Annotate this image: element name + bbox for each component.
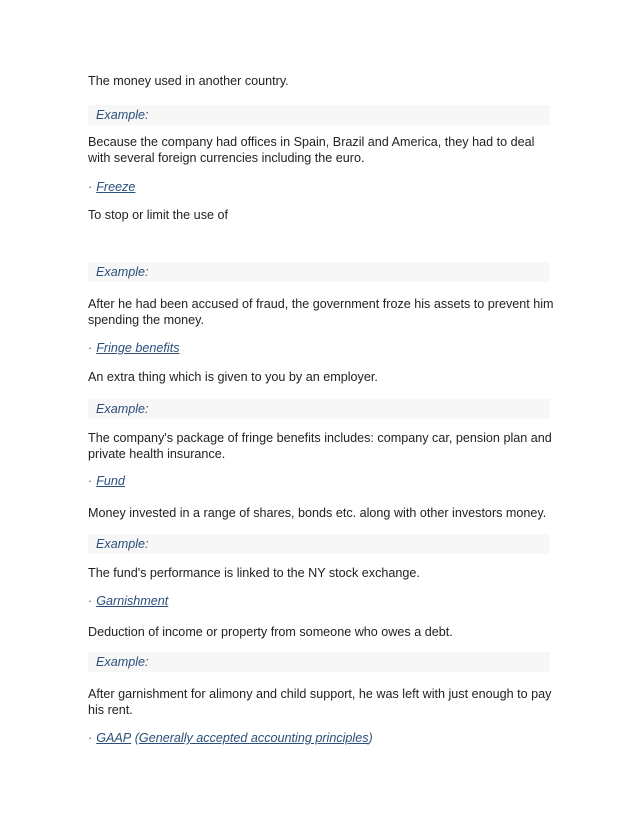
example-label: Example: bbox=[96, 265, 149, 279]
example-label: Example: bbox=[96, 108, 149, 122]
bullet: · bbox=[88, 474, 93, 488]
open-paren: ( bbox=[134, 731, 139, 745]
term-link-gaap-expansion[interactable]: Generally accepted accounting principles bbox=[138, 731, 369, 745]
term-link-freeze[interactable]: Freeze bbox=[96, 180, 136, 194]
example-label: Example: bbox=[96, 402, 149, 416]
example-label: Example: bbox=[96, 537, 149, 551]
definition-text: Deduction of income or property from someone who owes a debt. bbox=[88, 625, 453, 639]
example-text: The company's package of fringe benefits includes: company car, pension plan and private health insurance. bbox=[88, 431, 552, 461]
example-box bbox=[88, 105, 550, 125]
example-box bbox=[88, 652, 550, 672]
example-text: The fund's performance is linked to the NY stock exchange. bbox=[88, 566, 420, 580]
term-heading-fringe-benefits bbox=[88, 341, 180, 356]
example-box bbox=[88, 534, 550, 554]
close-paren: ) bbox=[368, 731, 373, 745]
example-text: After he had been accused of fraud, the government froze his assets to prevent him spending the money. bbox=[88, 297, 554, 327]
bullet: · bbox=[88, 180, 93, 194]
term-heading-fund bbox=[88, 474, 125, 489]
definition-text: The money used in another country. bbox=[88, 74, 289, 88]
bullet: · bbox=[88, 341, 93, 355]
term-heading-garnishment bbox=[88, 594, 168, 609]
example-text: Because the company had offices in Spain, Brazil and America, they had to deal with several foreign currencies including the euro. bbox=[88, 135, 535, 165]
example-label: Example: bbox=[96, 655, 149, 669]
definition-text: To stop or limit the use of bbox=[88, 208, 228, 222]
term-heading-gaap bbox=[88, 731, 373, 746]
term-link-fund[interactable]: Fund bbox=[96, 474, 125, 488]
term-link-fringe-benefits[interactable]: Fringe benefits bbox=[96, 341, 180, 355]
bullet: · bbox=[88, 594, 93, 608]
example-box bbox=[88, 262, 550, 282]
definition-text: An extra thing which is given to you by an employer. bbox=[88, 370, 378, 384]
term-link-gaap[interactable]: GAAP bbox=[96, 731, 132, 745]
term-link-garnishment[interactable]: Garnishment bbox=[96, 594, 169, 608]
example-text: After garnishment for alimony and child support, he was left with just enough to pay his rent. bbox=[88, 687, 552, 717]
example-box bbox=[88, 399, 550, 419]
term-heading-freeze bbox=[88, 180, 135, 195]
bullet: · bbox=[88, 731, 93, 745]
definition-text: Money invested in a range of shares, bonds etc. along with other investors money. bbox=[88, 506, 547, 520]
